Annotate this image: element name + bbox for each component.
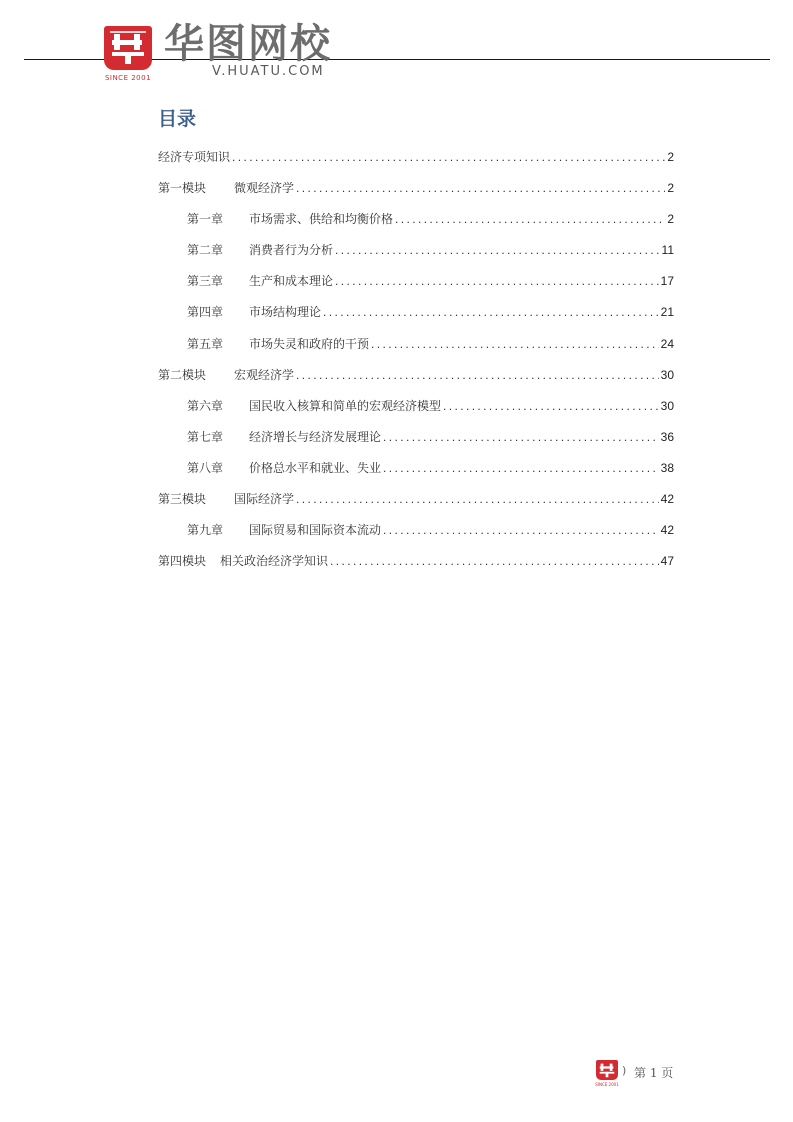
huatu-logo-icon [104, 26, 152, 70]
footer-since-text: SINCE 2001 [595, 1082, 619, 1087]
toc-entry-text: 微观经济学 [234, 181, 295, 196]
toc-entry-text: 经济专项知识 [158, 150, 231, 164]
toc-leader-dots [443, 399, 659, 413]
huatu-logo [100, 21, 360, 88]
huatu-logo-icon [596, 1060, 618, 1080]
toc-page-number: 30 [660, 367, 674, 382]
toc-entry-text: 生产和成本理论 [249, 274, 334, 289]
toc-leader-dots [383, 523, 659, 537]
toc-entry[interactable] [158, 552, 674, 583]
toc-entry-number: 第二模块 [158, 367, 207, 382]
toc-entry[interactable] [158, 490, 674, 521]
toc-leader-dots [296, 492, 659, 506]
toc-leader-dots [335, 243, 660, 257]
toc-entry[interactable] [158, 272, 674, 303]
footer-paren: ) [622, 1064, 627, 1077]
toc-leader-dots [383, 430, 659, 444]
toc-page-number: 21 [660, 305, 674, 320]
toc-entry-number: 第五章 [187, 336, 224, 351]
toc-entry-text: 消费者行为分析 [249, 243, 334, 258]
toc-entry-number: 第六章 [187, 398, 224, 413]
toc-page-number: 2 [667, 212, 674, 227]
toc-entry[interactable] [158, 521, 674, 552]
toc-entry-number: 第四章 [187, 305, 224, 320]
toc-leader-dots [395, 212, 665, 226]
toc-entry-number: 第一章 [187, 212, 224, 227]
toc-leader-dots [232, 150, 665, 164]
toc-page-number: 36 [660, 429, 674, 444]
toc-entry-number: 第一模块 [158, 181, 207, 196]
toc-page-number: 17 [660, 274, 674, 289]
toc-entry-number: 第七章 [187, 429, 224, 444]
toc-entry-number: 第二章 [187, 243, 224, 258]
toc-entry-number: 第四模块 [158, 554, 207, 569]
toc-entry-text: 国际贸易和国际资本流动 [249, 523, 382, 538]
logo-url: V.HUATU.COM [212, 64, 325, 79]
toc-page-number: 24 [660, 336, 674, 351]
toc-entry-text: 国际经济学 [234, 492, 295, 507]
toc-page-number: 2 [667, 181, 674, 196]
toc-entry-text: 市场结构理论 [249, 305, 322, 320]
toc-entry-text: 市场失灵和政府的干预 [249, 336, 370, 351]
logo-since-text: SINCE 2001 [104, 74, 152, 82]
toc-entry[interactable] [158, 397, 674, 428]
toc-entry[interactable] [158, 428, 674, 459]
toc-page-number: 30 [660, 398, 674, 413]
toc-page-number: 42 [660, 523, 674, 538]
toc-leader-dots [383, 461, 659, 475]
toc-entry[interactable] [158, 459, 674, 490]
toc-title: 目录 [158, 108, 197, 130]
toc-entry[interactable] [158, 335, 674, 366]
toc-entry[interactable] [158, 179, 674, 210]
toc-leader-dots [323, 305, 659, 319]
toc-page-number: 2 [667, 150, 674, 164]
toc-entry[interactable] [158, 366, 674, 397]
toc-entry-number: 第九章 [187, 523, 224, 538]
toc-entry[interactable] [158, 303, 674, 334]
page-number: 第 1 页 [634, 1066, 674, 1080]
toc-entry-text: 相关政治经济学知识 [220, 554, 329, 569]
page-footer [596, 1060, 686, 1090]
toc-entry-text: 经济增长与经济发展理论 [249, 429, 382, 444]
toc-leader-dots [296, 181, 665, 195]
toc-entry-number: 第八章 [187, 460, 224, 475]
logo-brand-name: 华图网校 [164, 21, 332, 67]
toc-leader-dots [330, 554, 659, 568]
toc-entry-text: 市场需求、供给和均衡价格 [249, 212, 394, 227]
toc-leader-dots [371, 337, 659, 351]
toc-leader-dots [296, 368, 659, 382]
toc-entry[interactable] [158, 148, 674, 179]
toc-page-number: 38 [660, 460, 674, 475]
toc-entry-text: 宏观经济学 [234, 367, 295, 382]
toc-entry[interactable] [158, 210, 674, 241]
toc-entry-number: 第三模块 [158, 492, 207, 507]
toc-page-number: 42 [660, 492, 674, 507]
table-of-contents [158, 148, 674, 583]
toc-entry-text: 价格总水平和就业、失业 [249, 460, 382, 475]
toc-page-number: 11 [661, 243, 674, 258]
toc-leader-dots [335, 274, 659, 288]
toc-entry-text: 国民收入核算和简单的宏观经济模型 [249, 398, 442, 413]
toc-entry[interactable] [158, 241, 674, 272]
toc-page-number: 47 [660, 554, 674, 569]
toc-entry-number: 第三章 [187, 274, 224, 289]
